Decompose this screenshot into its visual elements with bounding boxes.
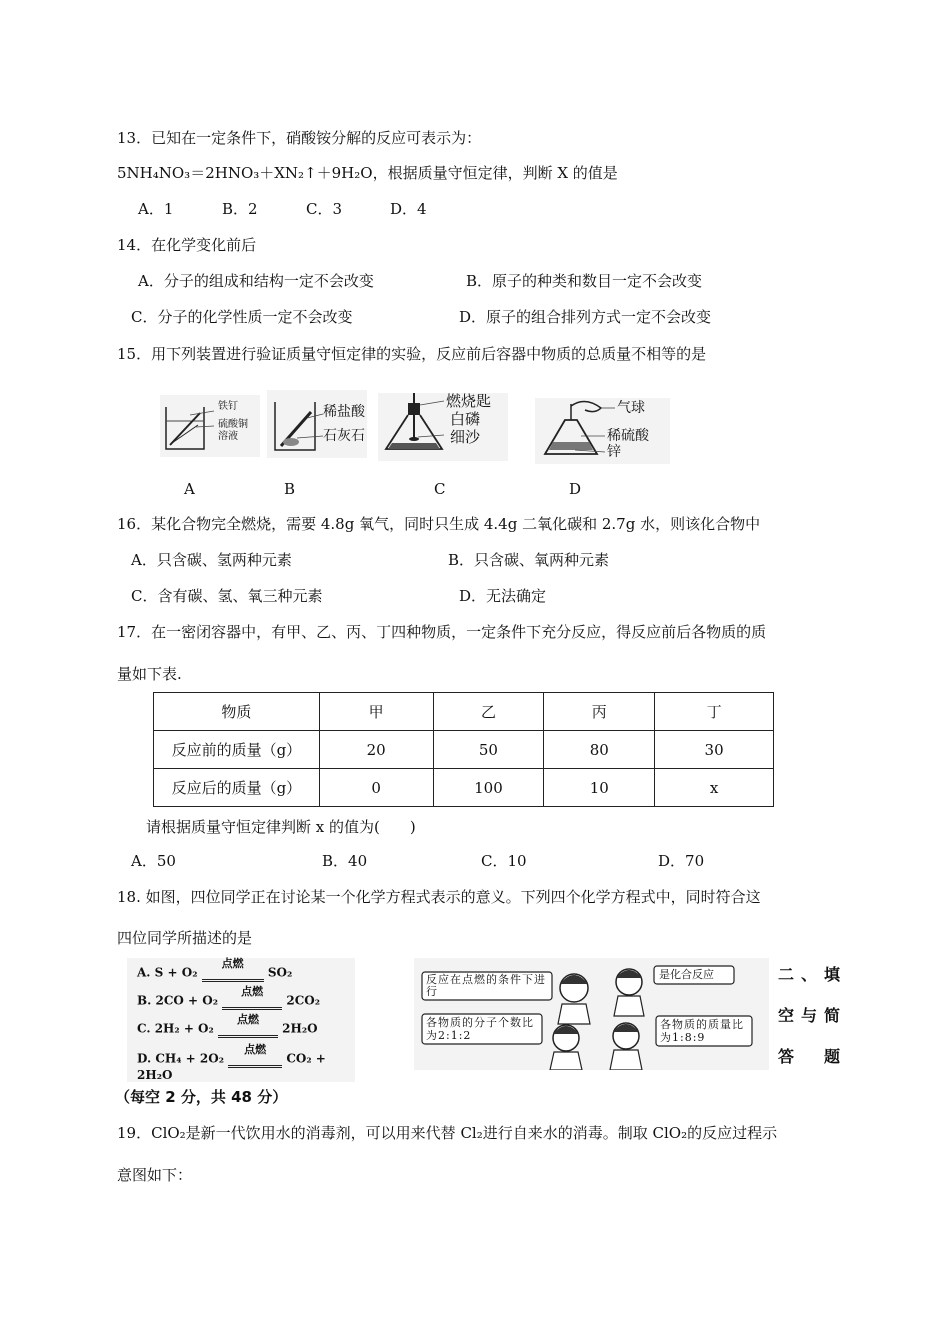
- q17-stem-line1: 17．在一密闭容器中，有甲、乙、丙、丁四种物质，一定条件下充分反应，得反应前后各物质的质: [117, 623, 767, 641]
- q13-option-b: B．2: [222, 200, 258, 218]
- bubble-condition: 反应在点燃的条件下进行: [426, 973, 546, 998]
- equation-right: SO₂: [267, 965, 293, 980]
- fig-a-label-solution: 溶液: [218, 431, 238, 442]
- bubble-combination: 是化合反应: [659, 968, 714, 981]
- q16-option-a: A．只含碳、氢两种元素: [131, 551, 292, 569]
- table-cell: 10: [544, 769, 655, 807]
- table-header-cell: 丙: [544, 693, 655, 731]
- q14-option-b: B．原子的种类和数目一定不会改变: [466, 272, 703, 290]
- condition-arrow: [228, 1043, 282, 1068]
- table-cell: 30: [655, 731, 774, 769]
- q17-prompt: 请根据质量守恒定律判断 x 的值为( ): [146, 818, 416, 836]
- q17-option-c: C．10: [481, 852, 527, 870]
- table-cell: 反应后的质量（g）: [154, 769, 320, 807]
- equations-figure: [127, 958, 355, 1082]
- equation-left: D. CH₄ + 2O₂: [137, 1051, 224, 1066]
- section2-title-line2: 空与简: [778, 1006, 848, 1025]
- q15-label-c: C: [434, 480, 446, 498]
- equation-left: B. 2CO + O₂: [137, 993, 218, 1008]
- fig-b-label-limestone: 石灰石: [323, 428, 365, 444]
- q14-option-a: A．分子的组成和结构一定不会改变: [138, 272, 374, 290]
- bubble-molecule-ratio: 各物质的分子个数比为2:1:2: [426, 1016, 534, 1042]
- fig-b-label-hcl: 稀盐酸: [323, 404, 365, 420]
- table-header-cell: 丁: [655, 693, 774, 731]
- condition-label: 点燃: [244, 1043, 267, 1056]
- condition-arrow: [218, 1013, 278, 1038]
- fig-a-label-nail: 铁钉: [218, 401, 238, 412]
- q16-option-d: D．无法确定: [459, 587, 547, 605]
- equation-right: 2CO₂: [286, 993, 320, 1008]
- condition-label: 点燃: [236, 1013, 259, 1026]
- equation-a: [137, 957, 293, 982]
- table-header-row: [154, 693, 774, 731]
- fig-c-label-spoon: 燃烧匙: [446, 392, 492, 410]
- table-header-cell: 甲: [319, 693, 433, 731]
- q15-label-b: B: [284, 480, 296, 498]
- table-row: [154, 731, 774, 769]
- q13-equation: 5NH₄NO₃＝2HNO₃＋XN₂↑＋9H₂O，根据质量守恒定律，判断 X 的值是: [117, 164, 618, 182]
- equation-right: CO₂ + 2H₂O: [137, 1051, 326, 1082]
- section2-title-line1: 二、填: [778, 965, 848, 984]
- q16-stem: 16．某化合物完全燃烧，需要 4.8g 氧气，同时只生成 4.4g 二氧化碳和 2.7g 水，则该化合物中: [117, 515, 761, 533]
- q18-stem-line1: 18. 如图，四位同学正在讨论某一个化学方程式表示的意义。下列四个化学方程式中，同时符合这: [117, 888, 761, 906]
- fig-d-label-zinc: 锌: [607, 444, 621, 460]
- table-row: [154, 769, 774, 807]
- q13-stem: 13．已知在一定条件下，硝酸铵分解的反应可表示为：: [117, 129, 482, 147]
- q17-stem-line2: 量如下表.: [117, 665, 182, 683]
- table-cell: x: [655, 769, 774, 807]
- q16-option-b: B．只含碳、氧两种元素: [448, 551, 610, 569]
- beaker-tube-icon: [267, 390, 367, 458]
- fig-a-label-cuso4: 硫酸铜: [218, 419, 248, 430]
- q13-option-d: D．4: [390, 200, 427, 218]
- fig-c-label-sand: 细沙: [450, 428, 481, 446]
- students-discussion-figure: [414, 958, 769, 1070]
- equation-left: C. 2H₂ + O₂: [137, 1021, 214, 1036]
- table-header-cell: 物质: [154, 693, 320, 731]
- equation-c: [137, 1013, 318, 1038]
- q17-option-b: B．40: [322, 852, 368, 870]
- fig-c-label-phosphorus: 白磷: [450, 410, 481, 428]
- condition-label: 点燃: [241, 985, 264, 998]
- table-cell: 100: [433, 769, 544, 807]
- table-cell: 80: [544, 731, 655, 769]
- condition-arrow: [202, 957, 264, 982]
- q14-option-d: D．原子的组合排列方式一定不会改变: [459, 308, 712, 326]
- section2-title-line3: 答 题: [778, 1047, 848, 1066]
- equation-b: [137, 985, 320, 1010]
- equation-right: 2H₂O: [282, 1021, 318, 1036]
- q15-label-a: A: [184, 480, 195, 498]
- q19-line1: 19．ClO₂是新一代饮用水的消毒剂，可以用来代替 Cl₂进行自来水的消毒。制取 ClO₂的反应过程示: [117, 1124, 778, 1142]
- apparatus-c-figure: [378, 393, 508, 461]
- condition-label: 点燃: [221, 957, 244, 970]
- q13-option-a: A．1: [138, 200, 174, 218]
- q13-option-c: C．3: [306, 200, 343, 218]
- q15-label-d: D: [569, 480, 582, 498]
- table-cell: 20: [319, 731, 433, 769]
- apparatus-b-figure: [267, 390, 367, 458]
- fig-d-label-balloon: 气球: [617, 400, 645, 416]
- table-header-cell: 乙: [433, 693, 544, 731]
- q14-option-c: C．分子的化学性质一定不会改变: [131, 308, 353, 326]
- condition-arrow: [222, 985, 282, 1010]
- table-cell: 反应前的质量（g）: [154, 731, 320, 769]
- q14-stem: 14．在化学变化前后: [117, 236, 257, 254]
- q16-option-c: C．含有碳、氢、氧三种元素: [131, 587, 323, 605]
- q19-line2: 意图如下：: [117, 1166, 193, 1184]
- equation-left: A. S + O₂: [137, 965, 198, 980]
- q15-stem: 15．用下列装置进行验证质量守恒定律的实验，反应前后容器中物质的总质量不相等的是: [117, 345, 707, 363]
- q18-stem-line2: 四位同学所描述的是: [117, 929, 253, 947]
- table-cell: 50: [433, 731, 544, 769]
- equation-d: [137, 1043, 355, 1082]
- q17-option-d: D．70: [658, 852, 705, 870]
- mass-table: [153, 692, 774, 807]
- fig-d-label-h2so4: 稀硫酸: [607, 428, 649, 444]
- table-cell: 0: [319, 769, 433, 807]
- bubble-mass-ratio: 各物质的质量比为1:8:9: [660, 1018, 744, 1044]
- apparatus-d-figure: [535, 398, 670, 464]
- q17-option-a: A．50: [131, 852, 176, 870]
- flask-balloon-icon: [535, 398, 670, 464]
- apparatus-a-figure: [160, 395, 260, 457]
- section2-scoring: （每空 2 分，共 48 分）: [115, 1088, 288, 1106]
